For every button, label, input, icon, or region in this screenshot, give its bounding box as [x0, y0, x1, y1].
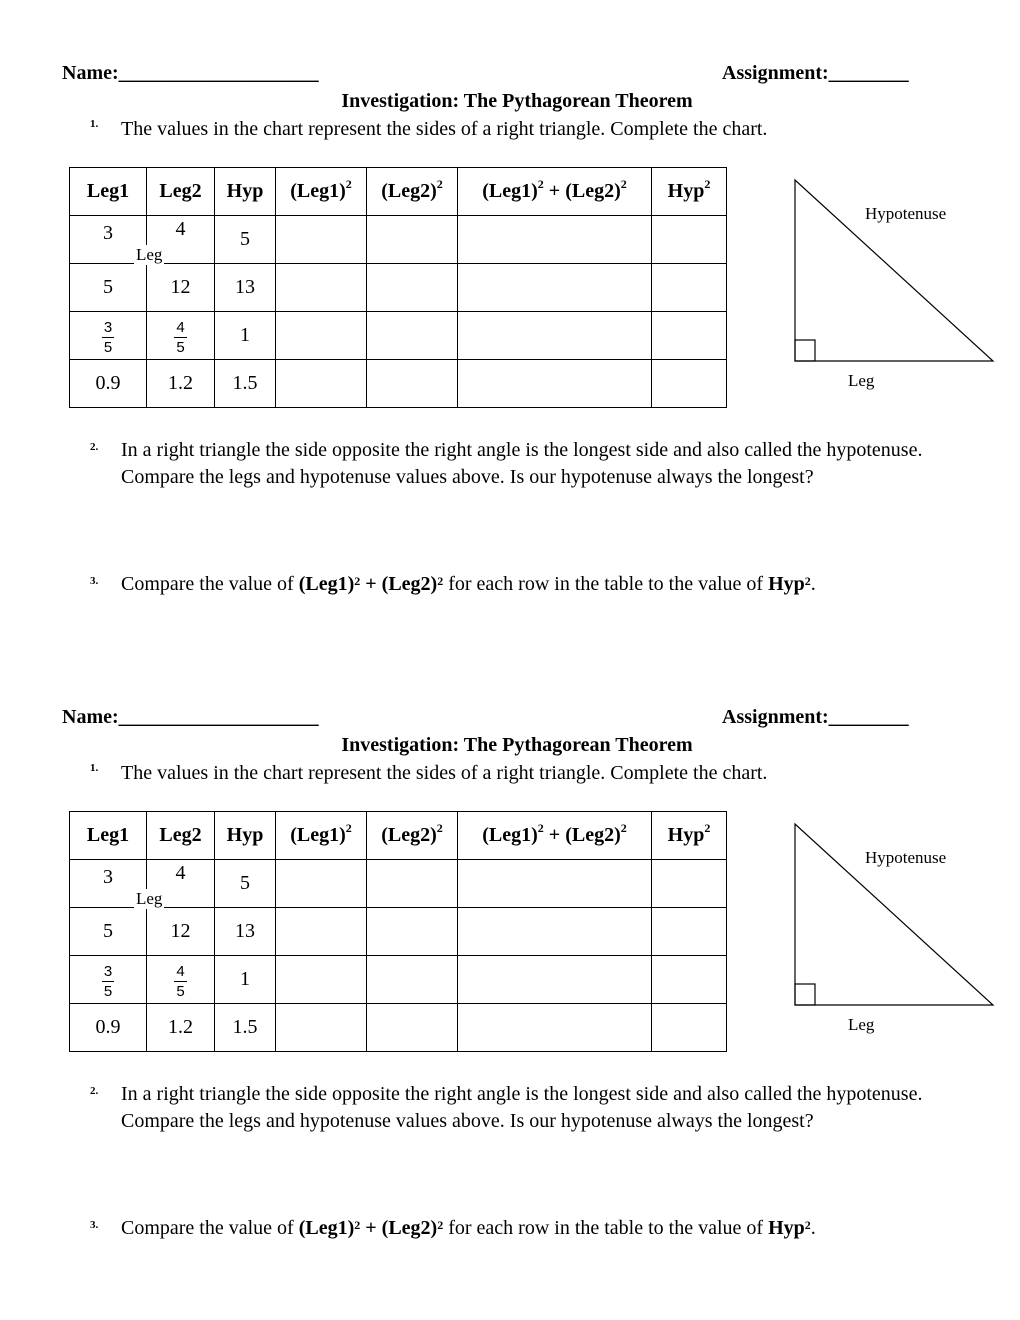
- header-hyp-squared: Hyp$^2$: [652, 168, 727, 216]
- table-row: [70, 360, 727, 408]
- assignment-field[interactable]: Assignment:________: [722, 62, 909, 84]
- header-leg1-squared: $(Leg1)^2$: [276, 812, 367, 860]
- table-row: [70, 1004, 727, 1052]
- question-3-number: 3.: [90, 575, 99, 587]
- cell-leg2-squared[interactable]: [367, 908, 458, 956]
- header-leg1: Leg1: [70, 168, 147, 216]
- header-leg2-squared: $(Leg2)^2$: [367, 168, 458, 216]
- cell-sum-of-squares[interactable]: [458, 264, 652, 312]
- name-field[interactable]: Name:____________________: [62, 62, 319, 84]
- cell-hyp-squared[interactable]: [652, 264, 727, 312]
- leg-label: Leg: [848, 1015, 875, 1034]
- cell-sum-of-squares[interactable]: [458, 360, 652, 408]
- right-triangle-diagram: [786, 172, 996, 364]
- header-sum-of-squares: $(Leg1)^2 + (Leg2)^2$: [458, 812, 652, 860]
- cell-leg2-squared[interactable]: [367, 860, 458, 908]
- table-header-row: [70, 168, 727, 216]
- question-3-number: 3.: [90, 1219, 99, 1231]
- cell-leg1-squared[interactable]: [276, 312, 367, 360]
- question-3-text: Compare the value of $(Leg1)^2 + (Leg2)^2$ for each row in the table to the value of Hyp$^2$.: [121, 573, 816, 595]
- cell-hyp: 5: [215, 216, 276, 264]
- cell-sum-of-squares[interactable]: [458, 860, 652, 908]
- question-2-number: 2.: [90, 441, 99, 453]
- worksheet-2: [0, 644, 1020, 1288]
- question-1-number: 1.: [90, 118, 99, 130]
- cell-hyp-squared[interactable]: [652, 1004, 727, 1052]
- header-leg1: Leg1: [70, 812, 147, 860]
- question-1-number: 1.: [90, 762, 99, 774]
- table-row: [70, 908, 727, 956]
- cell-hyp: 5: [215, 860, 276, 908]
- cell-leg1-squared[interactable]: [276, 908, 367, 956]
- overlay-leg-label: Leg: [136, 245, 163, 264]
- cell-hyp: 13: [215, 264, 276, 312]
- leg-label: Leg: [848, 371, 875, 390]
- cell-leg2-squared[interactable]: [367, 216, 458, 264]
- cell-leg1: 0.9: [70, 360, 147, 408]
- cell-leg2: 1.2: [147, 360, 215, 408]
- table-row: [70, 860, 727, 908]
- hypotenuse-label: Hypotenuse: [865, 848, 947, 867]
- worksheet-1: [0, 0, 1020, 644]
- cell-sum-of-squares[interactable]: [458, 956, 652, 1004]
- table-row: [70, 216, 727, 264]
- cell-leg2-squared[interactable]: [367, 264, 458, 312]
- pythagorean-chart: [69, 167, 727, 408]
- cell-leg1-squared[interactable]: [276, 264, 367, 312]
- cell-hyp-squared[interactable]: [652, 860, 727, 908]
- header-leg2-squared: $(Leg2)^2$: [367, 812, 458, 860]
- table-row: [70, 956, 727, 1004]
- cell-leg1-fraction: $\frac{3}{5}$: [70, 312, 147, 360]
- cell-leg1: 3: [70, 860, 147, 908]
- cell-leg1-squared[interactable]: [276, 1004, 367, 1052]
- table-row: [70, 312, 727, 360]
- question-2-number: 2.: [90, 1085, 99, 1097]
- header-leg1-squared: $(Leg1)^2$: [276, 168, 367, 216]
- cell-leg2-squared[interactable]: [367, 360, 458, 408]
- cell-hyp-squared[interactable]: [652, 908, 727, 956]
- cell-leg1: 3: [70, 216, 147, 264]
- assignment-field[interactable]: Assignment:________: [722, 706, 909, 728]
- cell-leg1-squared[interactable]: [276, 360, 367, 408]
- cell-leg1-squared[interactable]: [276, 956, 367, 1004]
- cell-sum-of-squares[interactable]: [458, 216, 652, 264]
- header-hyp: Hyp: [215, 168, 276, 216]
- cell-hyp-squared[interactable]: [652, 216, 727, 264]
- cell-leg2: 1.2: [147, 1004, 215, 1052]
- cell-hyp: 1: [215, 956, 276, 1004]
- header-hyp: Hyp: [215, 812, 276, 860]
- question-1-text: The values in the chart represent the sides of a right triangle. Complete the chart.: [121, 762, 768, 784]
- cell-sum-of-squares[interactable]: [458, 908, 652, 956]
- cell-leg1: 5: [70, 908, 147, 956]
- cell-leg2-squared[interactable]: [367, 956, 458, 1004]
- name-field[interactable]: Name:____________________: [62, 706, 319, 728]
- question-3-text: Compare the value of $(Leg1)^2 + (Leg2)^2$ for each row in the table to the value of Hyp$^2$.: [121, 1217, 816, 1239]
- overlay-leg-label: Leg: [136, 889, 163, 908]
- header-hyp-squared: Hyp$^2$: [652, 812, 727, 860]
- cell-leg2-fraction: $\frac{4}{5}$: [147, 312, 215, 360]
- cell-leg2: 4: [147, 216, 215, 264]
- cell-hyp: 1.5: [215, 360, 276, 408]
- cell-hyp: 1: [215, 312, 276, 360]
- cell-leg1-squared[interactable]: [276, 860, 367, 908]
- question-1-text: The values in the chart represent the sides of a right triangle. Complete the chart.: [121, 118, 768, 140]
- question-2-text: In a right triangle the side opposite the right angle is the longest side and also called the hypotenuse. Compare the legs and hypotenuse values above. Is our hypotenuse always the longest?: [121, 1083, 923, 1132]
- worksheet-title: Investigation: The Pythagorean Theorem: [341, 90, 693, 112]
- worksheet-title: Investigation: The Pythagorean Theorem: [341, 734, 693, 756]
- cell-leg2: 4: [147, 860, 215, 908]
- right-triangle-diagram: [786, 816, 996, 1008]
- cell-hyp: 13: [215, 908, 276, 956]
- cell-leg1-fraction: $\frac{3}{5}$: [70, 956, 147, 1004]
- hypotenuse-label: Hypotenuse: [865, 204, 947, 223]
- pythagorean-chart: [69, 811, 727, 1052]
- cell-leg1: 0.9: [70, 1004, 147, 1052]
- cell-leg1: 5: [70, 264, 147, 312]
- cell-leg1-squared[interactable]: [276, 216, 367, 264]
- cell-leg2: 12: [147, 264, 215, 312]
- cell-leg2-squared[interactable]: [367, 1004, 458, 1052]
- table-row: [70, 264, 727, 312]
- cell-hyp-squared[interactable]: [652, 360, 727, 408]
- cell-hyp: 1.5: [215, 1004, 276, 1052]
- cell-sum-of-squares[interactable]: [458, 1004, 652, 1052]
- cell-hyp-squared[interactable]: [652, 956, 727, 1004]
- header-leg2: Leg2: [147, 168, 215, 216]
- table-header-row: [70, 812, 727, 860]
- cell-leg2-fraction: $\frac{4}{5}$: [147, 956, 215, 1004]
- header-leg2: Leg2: [147, 812, 215, 860]
- cell-leg2-squared[interactable]: [367, 312, 458, 360]
- cell-sum-of-squares[interactable]: [458, 312, 652, 360]
- header-sum-of-squares: $(Leg1)^2 + (Leg2)^2$: [458, 168, 652, 216]
- cell-hyp-squared[interactable]: [652, 312, 727, 360]
- cell-leg2: 12: [147, 908, 215, 956]
- question-2-text: In a right triangle the side opposite the right angle is the longest side and also called the hypotenuse. Compare the legs and hypotenuse values above. Is our hypotenuse always the longest?: [121, 439, 923, 488]
